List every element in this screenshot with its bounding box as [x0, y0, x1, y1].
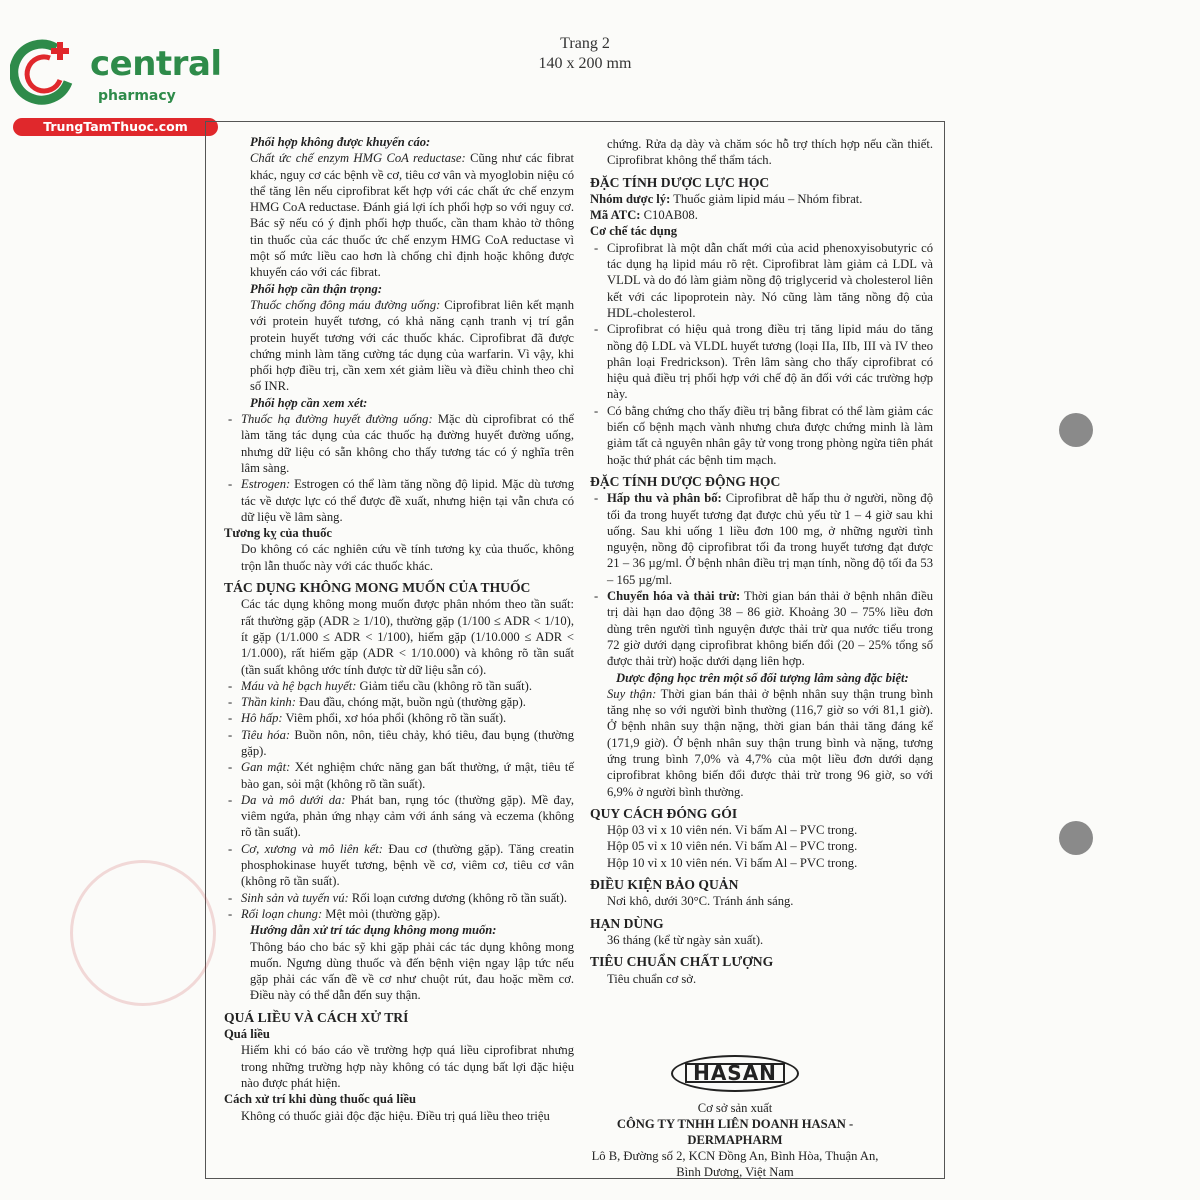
- item-label: Rối loạn chung:: [241, 906, 323, 921]
- paragraph: [590, 971, 933, 987]
- company-name: CÔNG TY TNHH LIÊN DOANH HASAN - DERMAPHARM: [616, 1117, 854, 1147]
- list-item: [224, 476, 574, 525]
- faded-stamp: [70, 860, 216, 1006]
- subheading: [224, 1091, 574, 1107]
- company-address-1: Lô B, Đường số 2, KCN Đồng An, Bình Hòa, Thuận An,: [591, 1149, 879, 1163]
- item-text: Thông báo cho bác sỹ khi gặp phải các tác dụng không mong muốn. Ngưng dùng thuốc và đến bệnh viện ngay lập tức nếu gặp phải các vấn đề về cơ như chuột rút, đau hoặc mềm cơ. Điều này có thể dẫn đến suy thận.: [250, 939, 574, 1003]
- section-heading: [590, 954, 933, 970]
- item-text: Hộp 03 vỉ x 10 viên nén. Vỉ bấm Al – PVC trong.: [607, 823, 858, 838]
- section-heading: [590, 916, 933, 932]
- item-text: Không có thuốc giải độc đặc hiệu. Điều trị quá liều theo triệu: [241, 1108, 550, 1123]
- punch-hole-top: [1059, 413, 1093, 447]
- item-text: Tiêu chuẩn cơ sở.: [607, 971, 697, 986]
- company-address-2: Bình Dương, Việt Nam: [676, 1165, 794, 1179]
- paragraph: [224, 1108, 574, 1124]
- item-text: Phát ban, rụng tóc (thường gặp). Mề đay, viêm ngứa, phản ứng nhạy cảm với ánh sáng và eczema (không rõ tần suất).: [241, 792, 574, 840]
- item-text: Tương kỵ của thuốc: [224, 526, 332, 541]
- section-heading: [590, 175, 933, 191]
- item-text: Hiếm khi có báo cáo về trường hợp quá liều ciprofibrat nhưng trong những trường hợp này không có tác dụng bất lợi đặc hiệu nào được phát hiện.: [241, 1043, 574, 1090]
- subheading-italic: [224, 134, 574, 150]
- item-text: 36 tháng (kể từ ngày sản xuất).: [607, 932, 764, 947]
- item-text: QUY CÁCH ĐÓNG GÓI: [590, 805, 738, 821]
- paragraph: [590, 838, 933, 854]
- item-text: Phối hợp không được khuyến cáo:: [250, 135, 431, 149]
- section-heading: [590, 806, 933, 822]
- brand-site-link[interactable]: TrungTamThuoc.com: [13, 118, 218, 136]
- item-text: Thuốc giảm lipid máu – Nhóm fibrat.: [670, 191, 863, 206]
- item-text: ĐẶC TÍNH DƯỢC ĐỘNG HỌC: [590, 473, 781, 489]
- manufacturer-role: Cơ sở sản xuất: [697, 1101, 773, 1115]
- section-heading: [224, 1010, 574, 1026]
- section-heading: [224, 580, 574, 596]
- item-text: Mặc dù ciprofibrat có thể làm tăng tác dụng của các thuốc hạ đường huyết đường uống, nhưng dữ liệu có sẵn không cho thấy tương tác có ý nghĩa trên lâm sàng.: [241, 412, 575, 475]
- right-column: [590, 136, 933, 987]
- item-label: Gan mật:: [241, 760, 291, 775]
- item-text: Phối hợp cần thận trọng:: [250, 281, 383, 296]
- item-text: Đau đầu, chóng mặt, buồn ngủ (thường gặp).: [295, 695, 526, 710]
- item-text: QUÁ LIỀU VÀ CÁCH XỬ TRÍ: [224, 1009, 409, 1025]
- item-text: Hộp 10 vỉ x 10 viên nén. Vỉ bấm Al – PVC trong.: [607, 855, 858, 870]
- item-text: ĐẶC TÍNH DƯỢC LỰC HỌC: [590, 174, 770, 190]
- hasan-logo: [671, 1055, 799, 1092]
- page-header: [485, 34, 685, 74]
- item-text: Do không có các nghiên cứu về tính tương kỵ của thuốc, không trộn lẫn thuốc này với các thuốc khác.: [241, 542, 574, 573]
- list-item: [224, 890, 574, 906]
- item-label: Mã ATC:: [590, 208, 641, 223]
- left-column: [224, 134, 574, 1124]
- brand-name: central: [90, 44, 222, 84]
- list-item: [224, 906, 574, 922]
- subheading-italic: [224, 281, 574, 297]
- list-item: [224, 678, 574, 694]
- list-item: [224, 411, 574, 476]
- item-text: chứng. Rửa dạ dày và chăm sóc hỗ trợ thích hợp nếu cần thiết. Ciprofibrat không thể thẩm tách.: [607, 137, 933, 168]
- item-label: Tiêu hóa:: [241, 727, 291, 742]
- item-text: Ciprofibrat là một dẫn chất mới của acid phenoxyisobutyric có tác dụng hạ lipid máu rõ rệt. Ciprofibrat làm giảm cả LDL và VLDL và do đó làm giảm nồng độ triglycerid và cholesterol liên kết với các lipoprotein này. Nó cũng làm tăng nồng độ của HDL-cholesterol.: [607, 240, 933, 320]
- item-text: Hướng dẫn xử trí tác dụng không mong muốn:: [250, 923, 497, 938]
- paragraph: [224, 596, 574, 677]
- item-text: Cũng như các fibrat khác, nguy cơ các bệnh về cơ, tiêu cơ vân và myoglobin niệu có thể tăng lên nếu ciprofibrat kết hợp với các chất ức chế enzym HMG CoA reductase. Đánh giá lợi ích phối hợp so với nguy cơ. Bác sỹ nếu có ý định phối hợp thuốc, cần tham khảo tờ thông tin thuốc của các thuốc ức chế enzym HMG CoA reductase vì một số mức liều cao hơn là chống chỉ định hoặc không được khuyến cáo với các fibrat.: [250, 151, 574, 280]
- item-label: Estrogen:: [241, 477, 291, 492]
- item-text: Đau cơ (thường gặp). Tăng creatin phosphokinase huyết tương, bệnh về cơ, viêm cơ, tiêu cơ vân (không rõ tần suất).: [241, 841, 574, 889]
- subheading-italic: [590, 670, 933, 686]
- paragraph: [224, 1042, 574, 1091]
- item-text: C10AB08.: [640, 208, 698, 223]
- manufacturer-footer: [570, 1055, 900, 1180]
- field-line: [590, 207, 933, 223]
- item-text: Phối hợp cần xem xét:: [250, 395, 368, 410]
- item-text: TIÊU CHUẨN CHẤT LƯỢNG: [590, 954, 774, 970]
- paragraph: [224, 297, 574, 395]
- page-size: 140 x 200 mm: [538, 55, 632, 72]
- item-label: Chuyển hóa và thải trừ:: [607, 589, 741, 604]
- item-label: Máu và hệ bạch huyết:: [241, 678, 357, 693]
- item-label: Nhóm dược lý:: [590, 191, 671, 206]
- subheading: [224, 525, 574, 541]
- item-label: Da và mô dưới da:: [241, 792, 346, 807]
- item-label: Chất ức chế enzym HMG CoA reductase:: [250, 151, 466, 166]
- subheading-italic: [224, 395, 574, 411]
- paragraph: [224, 150, 574, 280]
- item-text: Viêm phổi, xơ hóa phổi (không rõ tần suất).: [282, 711, 507, 726]
- list-item: [224, 759, 574, 792]
- item-text: Giảm tiểu cầu (không rõ tần suất).: [356, 678, 532, 693]
- list-item: [224, 727, 574, 760]
- field-line: [590, 191, 933, 207]
- list-item: [224, 694, 574, 710]
- item-label: Thuốc hạ đường huyết đường uống:: [241, 412, 433, 427]
- paragraph: [590, 855, 933, 871]
- item-text: Có bằng chứng cho thấy điều trị bằng fibrat có thể làm giảm các biến cố bệnh mạch vành nhưng chưa được chứng minh là làm giảm tất cả nguyên nhân gây tử vong trong phòng ngừa tiên phát hoặc thứ phát các bệnh tim mạch.: [607, 403, 933, 467]
- paragraph: [590, 686, 933, 800]
- hasan-logo-text: HASAN: [685, 1063, 785, 1083]
- item-text: Nơi khô, dưới 30°C. Tránh ánh sáng.: [607, 894, 794, 909]
- list-item: [590, 403, 933, 468]
- list-item: [224, 710, 574, 726]
- pharmacy-c-cross-icon: [10, 38, 82, 110]
- item-text: Xét nghiệm chức năng gan bất thường, ứ mật, tiêu tế bào gan, sỏi mật (không rõ tần suất).: [241, 760, 574, 791]
- subheading: [224, 1026, 574, 1042]
- item-text: Estrogen có thể làm tăng nồng độ lipid. Mặc dù tương tác về dược lực có thể được đề xuất, nhưng hiện tại vẫn chưa có dữ liệu về lâm sàng.: [241, 477, 574, 524]
- item-text: Buồn nôn, nôn, tiêu chảy, khó tiêu, đau bụng (thường gặp).: [241, 727, 574, 758]
- subheading: [590, 223, 933, 239]
- item-text: Thời gian bán thải ở bệnh nhân điều trị dài hạn dao động 38 – 86 giờ. Khoảng 30 – 75% liều đơn dùng trên người tình nguyện được thải trừ qua nước tiểu trong 72 giờ dưới dạng ciprofibrat không biến đổi (20 – 25% tổng số được thải trừ) hoặc dưới dạng liên hợp.: [607, 589, 933, 669]
- item-label: Suy thận:: [607, 686, 657, 701]
- item-text: HẠN DÙNG: [590, 915, 664, 931]
- section-heading: [590, 474, 933, 490]
- item-text: Thời gian bán thải ở bệnh nhân suy thận trung bình tăng nhẹ so với người bình thường (116,7 giờ so với 81,1 giờ). Ở bệnh nhân suy thận nặng, thời gian bán thải tăng đáng kể (171,9 giờ). Ở bệnh nhân suy thận trung bình và nặng, tương ứng trung bình 7,0% và 4,7% của một liều đơn dưới dạng ciprofibrat không biến đổi được thải trừ trong 96 giờ, so với 6,9% ở người bình thường.: [607, 686, 934, 799]
- paragraph: [590, 893, 933, 909]
- item-text: Quá liều: [224, 1027, 270, 1042]
- item-text: ĐIỀU KIỆN BẢO QUẢN: [590, 877, 739, 893]
- item-label: Thuốc chống đông máu đường uống:: [250, 297, 441, 312]
- paragraph: [590, 932, 933, 948]
- item-text: Rối loạn cương dương (không rõ tần suất).: [348, 890, 568, 905]
- punch-hole-bottom: [1059, 821, 1093, 855]
- list-item: [590, 321, 933, 402]
- list-item: [224, 841, 574, 890]
- subheading-italic: [224, 922, 574, 938]
- item-text: Các tác dụng không mong muốn được phân nhóm theo tần suất: rất thường gặp (ADR ≥ 1/10), thường gặp (1/100 ≤ ADR < 1/10), ít gặp (1/1.000 ≤ ADR < 1/100), hiếm gặp (1/10.000 ≤ ADR < 1/1.000), rất hiếm gặp (ADR < 1/10.000) và không rõ tần suất (tần suất không ước tính được từ dữ liệu sẵn có).: [241, 597, 574, 677]
- item-text: Dược động học trên một số đối tượng lâm sàng đặc biệt:: [616, 670, 909, 685]
- list-item: [590, 490, 933, 588]
- list-item: [224, 792, 574, 841]
- list-item: [590, 240, 933, 321]
- item-label: Hô hấp:: [241, 711, 283, 726]
- item-text: Ciprofibrat liên kết mạnh với protein huyết tương, có khả năng cạnh tranh vị trí gắn protein huyết tương với các thuốc khác. Ciprofibrat đã được chứng minh làm tăng cường tác dụng của warfarin. Vì vậy, khi phối hợp điều trị, cần xem xét giảm liều và điều chỉnh theo chỉ số INR.: [250, 297, 574, 394]
- page-number: Trang 2: [560, 35, 610, 52]
- paragraph: [224, 939, 574, 1004]
- brand-sub: pharmacy: [98, 88, 176, 104]
- item-label: Sinh sản và tuyến vú:: [241, 890, 349, 905]
- item-text: Cách xử trí khi dùng thuốc quá liều: [224, 1092, 416, 1107]
- central-pharmacy-logo: [10, 36, 222, 136]
- item-text: TÁC DỤNG KHÔNG MONG MUỐN CỦA THUỐC: [224, 580, 531, 596]
- item-text: Ciprofibrat dễ hấp thu ở người, nồng độ tối đa trong huyết tương đạt được chủ yếu từ 1 – 4 giờ sau khi uống. Sau khi uống 1 liều đơn 100 mg, ở những người tình nguyện, nồng độ ciprofibrat tối đa trong huyết tương đạt được 21 – 36 µg/ml. Ở bệnh nhân điều trị mạn tính, nồng độ tối đa 53 – 165 µg/ml.: [607, 491, 933, 587]
- paragraph: [224, 541, 574, 574]
- item-text: Cơ chế tác dụng: [590, 224, 678, 239]
- item-label: Hấp thu và phân bố:: [607, 491, 722, 506]
- item-text: Hộp 05 vỉ x 10 viên nén. Vỉ bấm Al – PVC trong.: [607, 839, 858, 854]
- item-text: Mệt mỏi (thường gặp).: [322, 906, 441, 921]
- list-item: [590, 588, 933, 669]
- item-label: Cơ, xương và mô liên kết:: [241, 841, 383, 856]
- paragraph: [590, 136, 933, 169]
- section-heading: [590, 877, 933, 893]
- item-label: Thần kinh:: [241, 695, 296, 710]
- item-text: Ciprofibrat có hiệu quả trong điều trị tăng lipid máu do tăng nồng độ LDL và VLDL huyết tương (loại IIa, IIb, III và IV theo phân loại Fredrickson). Trên lâm sàng cho thấy ciprofibrat có hiệu quả điều trị phối hợp với chế độ ăn đối với các trường hợp này.: [607, 322, 933, 402]
- paragraph: [590, 822, 933, 838]
